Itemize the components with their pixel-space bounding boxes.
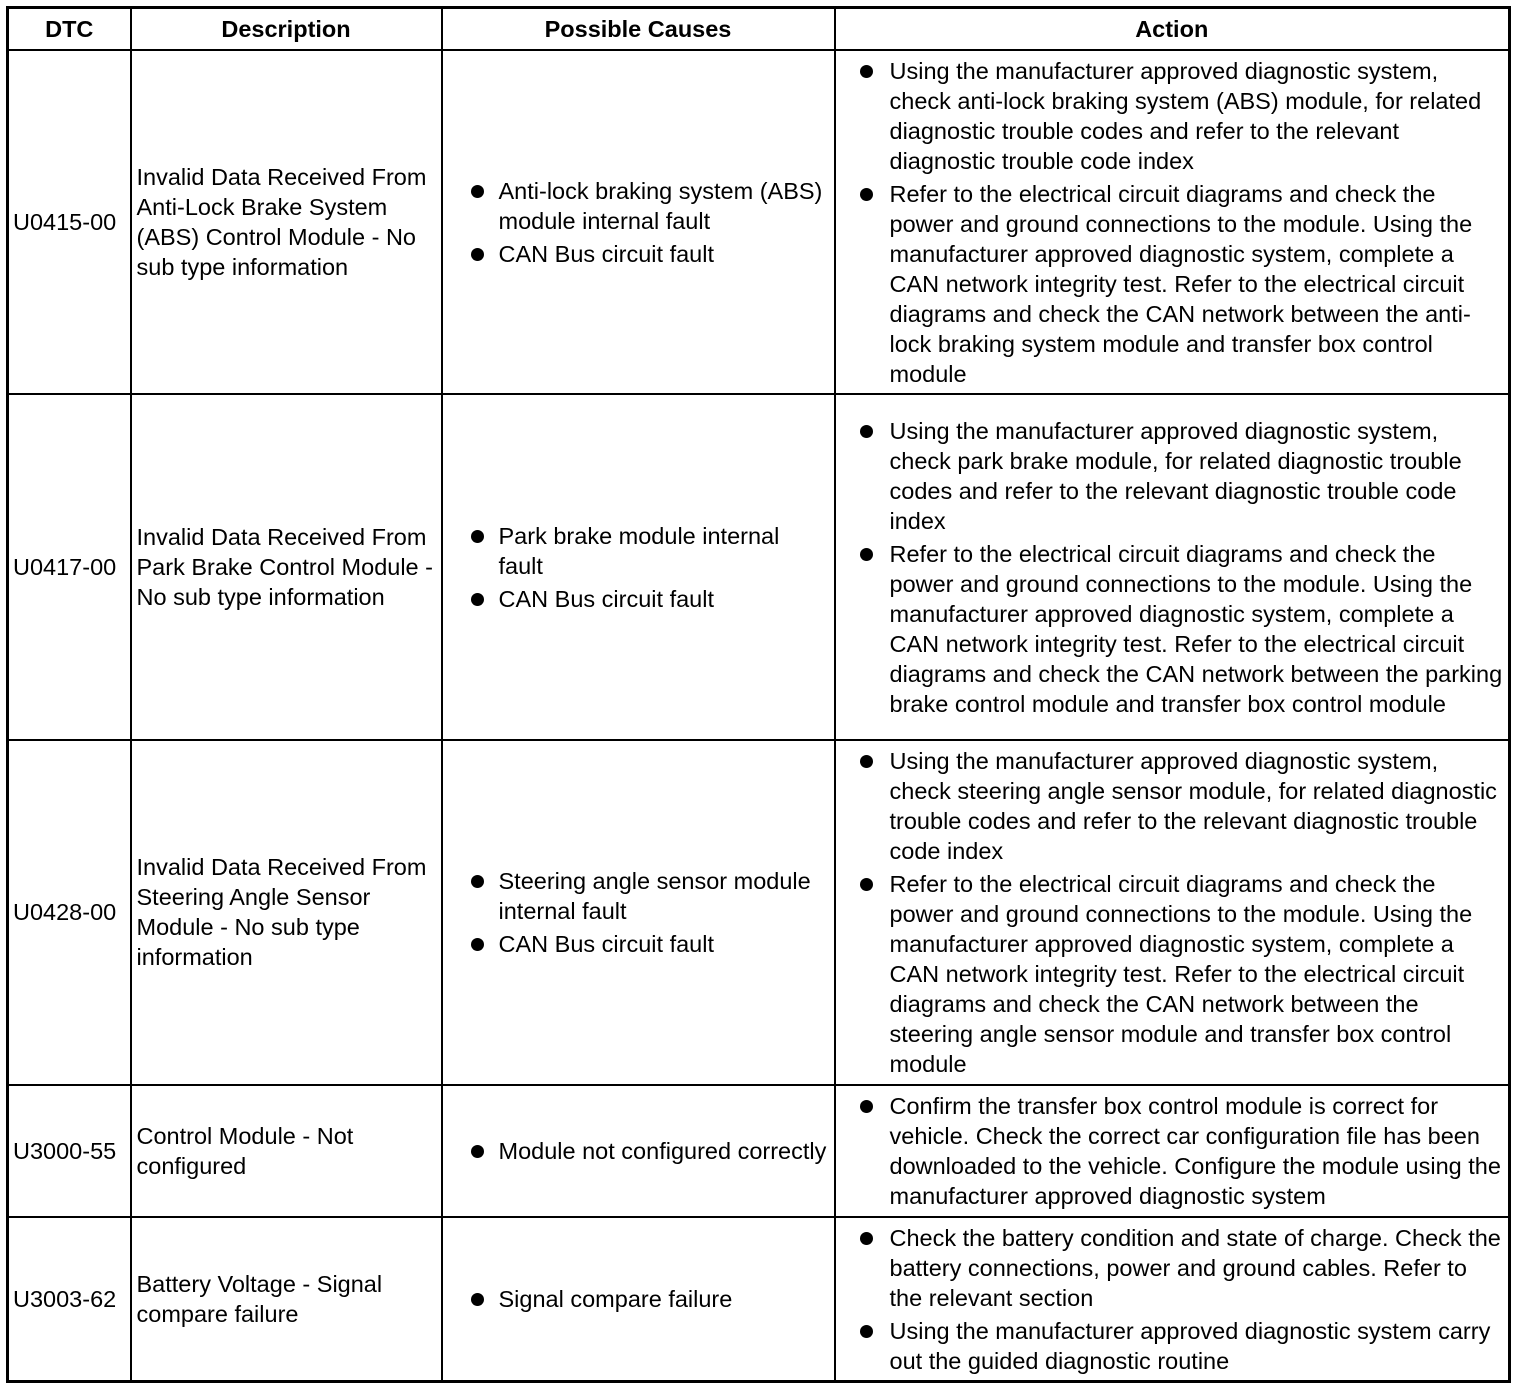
action-item: Using the manufacturer approved diagnostic system, check anti-lock braking system (ABS) module, for related diagnostic trouble codes and refer to the relevant diagnostic trouble code index bbox=[840, 56, 1505, 176]
actions bbox=[835, 1217, 1510, 1381]
dtc-description: Invalid Data Received From Steering Angle Sensor Module - No sub type information bbox=[131, 740, 442, 1085]
table-row bbox=[8, 740, 1510, 1085]
action-item: Refer to the electrical circuit diagrams and check the power and ground connections to the module. Using the manufacturer approved diagnostic system, complete a CAN network integrity test. Refer to the electrical circuit diagrams and check the CAN network between the parking brake control module and transfer box control module bbox=[840, 539, 1505, 719]
table-row bbox=[8, 1217, 1510, 1381]
table-row bbox=[8, 394, 1510, 739]
header-action: Action bbox=[835, 8, 1510, 51]
header-possible-causes: Possible Causes bbox=[442, 8, 835, 51]
possible-causes bbox=[442, 394, 835, 739]
cause-item: CAN Bus circuit fault bbox=[447, 584, 830, 614]
cause-item: Module not configured correctly bbox=[447, 1136, 830, 1166]
dtc-code: U0415-00 bbox=[8, 50, 131, 394]
header-row bbox=[8, 8, 1510, 51]
actions bbox=[835, 740, 1510, 1085]
cause-item: Anti-lock braking system (ABS) module internal fault bbox=[447, 176, 830, 236]
possible-causes bbox=[442, 1217, 835, 1381]
cause-item: Steering angle sensor module internal fault bbox=[447, 866, 830, 926]
action-item: Refer to the electrical circuit diagrams and check the power and ground connections to the module. Using the manufacturer approved diagnostic system, complete a CAN network integrity test. Refer to the electrical circuit diagrams and check the CAN network between the steering angle sensor module and transfer box control module bbox=[840, 869, 1505, 1079]
dtc-description: Control Module - Not configured bbox=[131, 1085, 442, 1217]
action-item: Using the manufacturer approved diagnostic system, check park brake module, for related diagnostic trouble codes and refer to the relevant diagnostic trouble code index bbox=[840, 416, 1505, 536]
possible-causes bbox=[442, 740, 835, 1085]
dtc-code: U0428-00 bbox=[8, 740, 131, 1085]
dtc-description: Invalid Data Received From Park Brake Control Module - No sub type information bbox=[131, 394, 442, 739]
actions bbox=[835, 394, 1510, 739]
cause-item: CAN Bus circuit fault bbox=[447, 929, 830, 959]
possible-causes bbox=[442, 1085, 835, 1217]
actions bbox=[835, 1085, 1510, 1217]
dtc-description: Invalid Data Received From Anti-Lock Brake System (ABS) Control Module - No sub type information bbox=[131, 50, 442, 394]
cause-item: CAN Bus circuit fault bbox=[447, 239, 830, 269]
dtc-description: Battery Voltage - Signal compare failure bbox=[131, 1217, 442, 1381]
action-item: Using the manufacturer approved diagnostic system, check steering angle sensor module, for related diagnostic trouble codes and refer to the relevant diagnostic trouble code index bbox=[840, 746, 1505, 866]
action-item: Check the battery condition and state of charge. Check the battery connections, power and ground cables. Refer to the relevant section bbox=[840, 1223, 1505, 1313]
cause-item: Park brake module internal fault bbox=[447, 521, 830, 581]
action-item: Refer to the electrical circuit diagrams and check the power and ground connections to the module. Using the manufacturer approved diagnostic system, complete a CAN network integrity test. Refer to the electrical circuit diagrams and check the CAN network between the anti-lock braking system module and transfer box control module bbox=[840, 179, 1505, 389]
dtc-code: U0417-00 bbox=[8, 394, 131, 739]
action-item: Confirm the transfer box control module is correct for vehicle. Check the correct car configuration file has been downloaded to the vehicle. Configure the module using the manufacturer approved diagnostic system bbox=[840, 1091, 1505, 1211]
cause-item: Signal compare failure bbox=[447, 1284, 830, 1314]
header-description: Description bbox=[131, 8, 442, 51]
header-dtc: DTC bbox=[8, 8, 131, 51]
table-row bbox=[8, 50, 1510, 394]
dtc-code: U3000-55 bbox=[8, 1085, 131, 1217]
possible-causes bbox=[442, 50, 835, 394]
dtc-table bbox=[6, 6, 1511, 1383]
actions bbox=[835, 50, 1510, 394]
action-item: Using the manufacturer approved diagnostic system carry out the guided diagnostic routine bbox=[840, 1316, 1505, 1376]
dtc-code: U3003-62 bbox=[8, 1217, 131, 1381]
table-row bbox=[8, 1085, 1510, 1217]
